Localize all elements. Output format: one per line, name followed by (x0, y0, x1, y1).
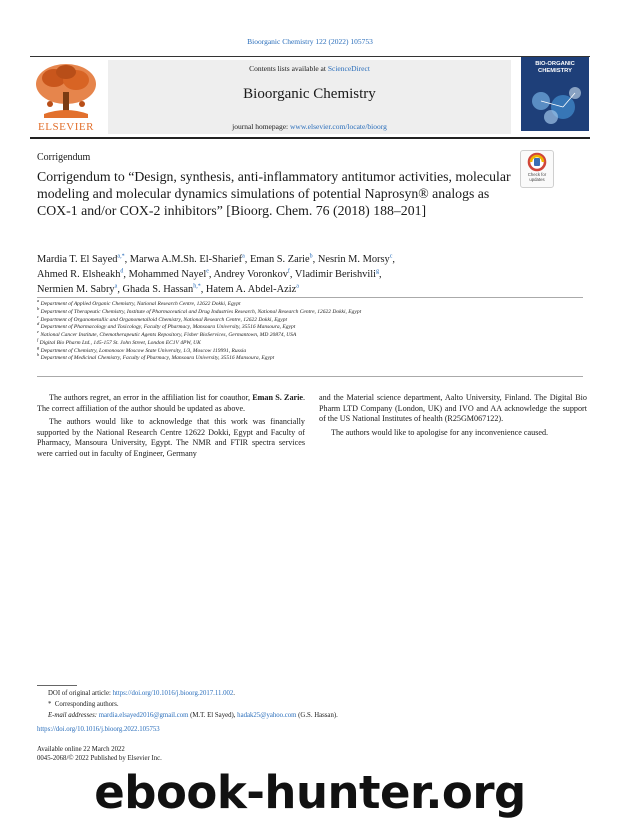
affiliation-text: Department of Therapeutic Chemistry, Institute of Pharmaceutical and Drug Industries Research, National Research Centre, 12622 Dokki, Egypt (40, 308, 362, 315)
body-column-left (37, 393, 305, 463)
body-rule (37, 376, 583, 377)
sciencedirect-link[interactable]: ScienceDirect (327, 64, 370, 73)
check-for-updates-badge[interactable] (520, 150, 554, 188)
affiliation-item (37, 336, 587, 348)
check-updates-line1: Check for (527, 172, 547, 177)
author-affiliation-mark[interactable]: b (309, 253, 313, 260)
available-online-date: Available online 22 March 2022 (37, 746, 125, 753)
header-rule-bottom (30, 137, 590, 139)
author-separator: , (117, 284, 123, 295)
doi-original-link[interactable]: https://doi.org/10.1016/j.bioorg.2017.11.002 (112, 690, 234, 697)
affiliation-label: f (37, 336, 39, 342)
affiliation-text: Department of Applied Organic Chemistry, National Research Centre, 12622 Dokki, Egypt (40, 301, 241, 307)
affiliation-label: d (37, 321, 40, 327)
doi-original-prefix: DOI of original article: (48, 690, 113, 697)
author-affiliation-mark[interactable]: a,* (117, 253, 125, 260)
affiliation-label: b (37, 305, 40, 311)
author-affiliation-mark[interactable]: g (376, 268, 380, 275)
check-updates-icon (521, 151, 553, 173)
paragraph-3: and the Material science department, Aalto University, Finland. The Digital Bio Pharm LTD Company (London, UK) and IVO and AA acknowledge the support of the US National Institutes of health (R25GM067122). (319, 393, 587, 424)
footnote-emails (48, 710, 568, 721)
author-name[interactable]: Eman S. Zarie (249, 254, 310, 265)
affiliation-item (37, 329, 587, 340)
footnote-corresponding (48, 699, 568, 710)
affiliation-item (37, 305, 587, 317)
author-separator: , (200, 284, 206, 295)
cover-artwork-icon (521, 57, 589, 131)
author-name[interactable]: Ghada S. Hassan (122, 284, 194, 295)
journal-homepage-link[interactable]: www.elsevier.com/locate/bioorg (290, 122, 387, 131)
doi-original-suffix: . (233, 690, 235, 697)
author-affiliation-mark[interactable]: d (120, 268, 124, 275)
cover-title-line1: BIO-ORGANIC (535, 61, 575, 67)
contents-available-line (108, 64, 511, 73)
footnotes (48, 688, 568, 721)
affiliation-label: c (37, 313, 39, 319)
author-name[interactable]: Marwa A.M.Sh. El-Sharief (129, 254, 243, 265)
check-updates-line2: updates (529, 177, 545, 182)
affiliation-label: a (37, 298, 40, 304)
paragraph-2: The authors would like to acknowledge that this work was financially supported by the National Research Centre 12622 Dokki, Egypt and Faculty of Pharmacy, Mansoura University, Egypt. The NMR and FTIR spectra services were carried out in faculty of Engineer, Germany (37, 417, 305, 458)
issn-copyright: 0045-2068/© 2022 Published by Elsevier Inc. (37, 755, 162, 762)
author-separator: , (123, 269, 129, 280)
author-separator: , (379, 269, 382, 280)
author-name[interactable]: Hatem A. Abdel-Aziz (205, 284, 297, 295)
email-link-hassan[interactable]: hadak25@yahoo.com (237, 712, 297, 719)
affiliation-text: National Cancer Institute, Chemotherapeutic Agents Repository, Fisher BioServices, Germantown, MD 20874, USA (40, 332, 297, 338)
article-doi-link[interactable]: https://doi.org/10.1016/j.bioorg.2022.105753 (37, 726, 160, 733)
journal-homepage-line (108, 122, 511, 131)
footnote-rule (37, 685, 77, 686)
paragraph-1 (37, 393, 305, 414)
author-affiliation-mark[interactable]: f (287, 268, 290, 275)
author-affiliation-mark[interactable]: a (114, 283, 118, 290)
watermark-text: ebook-hunter.org (94, 766, 526, 819)
author-name[interactable]: Mardia T. El Sayed (37, 254, 118, 265)
author-name[interactable]: Nesrin M. Morsy (317, 254, 390, 265)
author-name[interactable]: Nermien M. Sabry (37, 284, 115, 295)
article-type: Corrigendum (37, 152, 91, 163)
email-label: E-mail addresses: (48, 712, 99, 719)
author-affiliation-mark[interactable]: a (296, 283, 299, 290)
affiliations-rule (37, 297, 583, 298)
body-column-right (319, 393, 587, 441)
affiliation-label: e (37, 329, 39, 335)
affiliation-text: Department of Organometallic and Organometalloid Chemistry, National Research Centre, 12622 Dokki, Egypt (40, 316, 288, 323)
p1-text-after: . The correct affiliation of the author should be updated as above. (37, 393, 306, 413)
author-separator: , (312, 254, 318, 265)
author-separator: , (244, 254, 250, 265)
author-name[interactable]: Mohammed Nayel (128, 269, 207, 280)
author-separator: , (208, 269, 214, 280)
author-name[interactable]: Ahmed R. Elsheakh (37, 269, 121, 280)
author-list (37, 252, 557, 297)
author-separator: , (392, 254, 396, 265)
paragraph-4: The authors would like to apologise for any inconvenience caused. (331, 427, 549, 437)
cover-title-line2: CHEMISTRY (538, 67, 572, 74)
journal-cover-thumbnail[interactable] (521, 57, 589, 131)
journal-name: Bioorganic Chemistry (243, 86, 376, 102)
affiliation-text: Digital Bio Pharm Ltd., 145-157 St. John Street, London EC1V 4PW, UK (39, 339, 201, 346)
author-name[interactable]: Andrey Voronkov (213, 269, 288, 280)
header-rule-top (30, 56, 590, 57)
author-separator: , (124, 254, 130, 265)
affiliation-item (37, 352, 587, 363)
author-affiliation-mark[interactable]: h,* (193, 283, 201, 290)
email1-owner: (M.T. El Sayed), (188, 712, 238, 719)
author-affiliation-mark[interactable]: e (206, 268, 209, 275)
footnote-doi-original (48, 688, 568, 699)
corresponding-text: Corresponding authors. (54, 701, 119, 708)
check-updates-text (521, 172, 553, 182)
affiliation-text: Department of Chemistry, Lomonosov Moscow State University, 1/3, Moscow 119991, Russia (40, 347, 247, 354)
affiliation-label: h (37, 352, 40, 358)
affiliation-text: Department of Medicinal Chemistry, Faculty of Pharmacy, Mansoura University, 35516 Mansoura, Egypt (40, 355, 275, 362)
email2-owner: (G.S. Hassan). (296, 712, 338, 719)
p1-author-name: Eman S. Zarie (252, 393, 303, 402)
affiliation-list (37, 298, 587, 363)
homepage-prefix: journal homepage: (232, 122, 291, 131)
contents-prefix: Contents lists available at (249, 64, 328, 73)
journal-reference[interactable]: Bioorganic Chemistry 122 (2022) 105753 (247, 37, 373, 46)
author-separator: , (289, 269, 295, 280)
elsevier-wordmark: ELSEVIER (38, 121, 94, 133)
affiliation-item (37, 298, 587, 309)
article-title: Corrigendum to “Design, synthesis, anti-inflammatory antitumor activities, molecular modeling and molecular dynamics simulations of potential Naprosyn® analogs as COX-1 and/or COX-2 inhibitors” [Bioorg. Chem. 76 (2018) 188–201] (37, 169, 511, 219)
author-affiliation-mark[interactable]: a (242, 253, 245, 260)
email-link-el-sayed[interactable]: mardia.elsayed2016@gmail.com (98, 712, 189, 719)
author-affiliation-mark[interactable]: c (389, 253, 393, 260)
author-name[interactable]: Vladimir Berishvili (294, 269, 377, 280)
corresponding-mark: * (48, 701, 52, 708)
affiliation-label: g (37, 344, 40, 350)
p1-text-before: The authors regret, an error in the affiliation list for coauthor, (49, 393, 253, 402)
affiliation-text: Department of Pharmacology and Toxicology, Faculty of Pharmacy, Mansoura University, 35516 Mansoura, Egypt (40, 324, 296, 331)
